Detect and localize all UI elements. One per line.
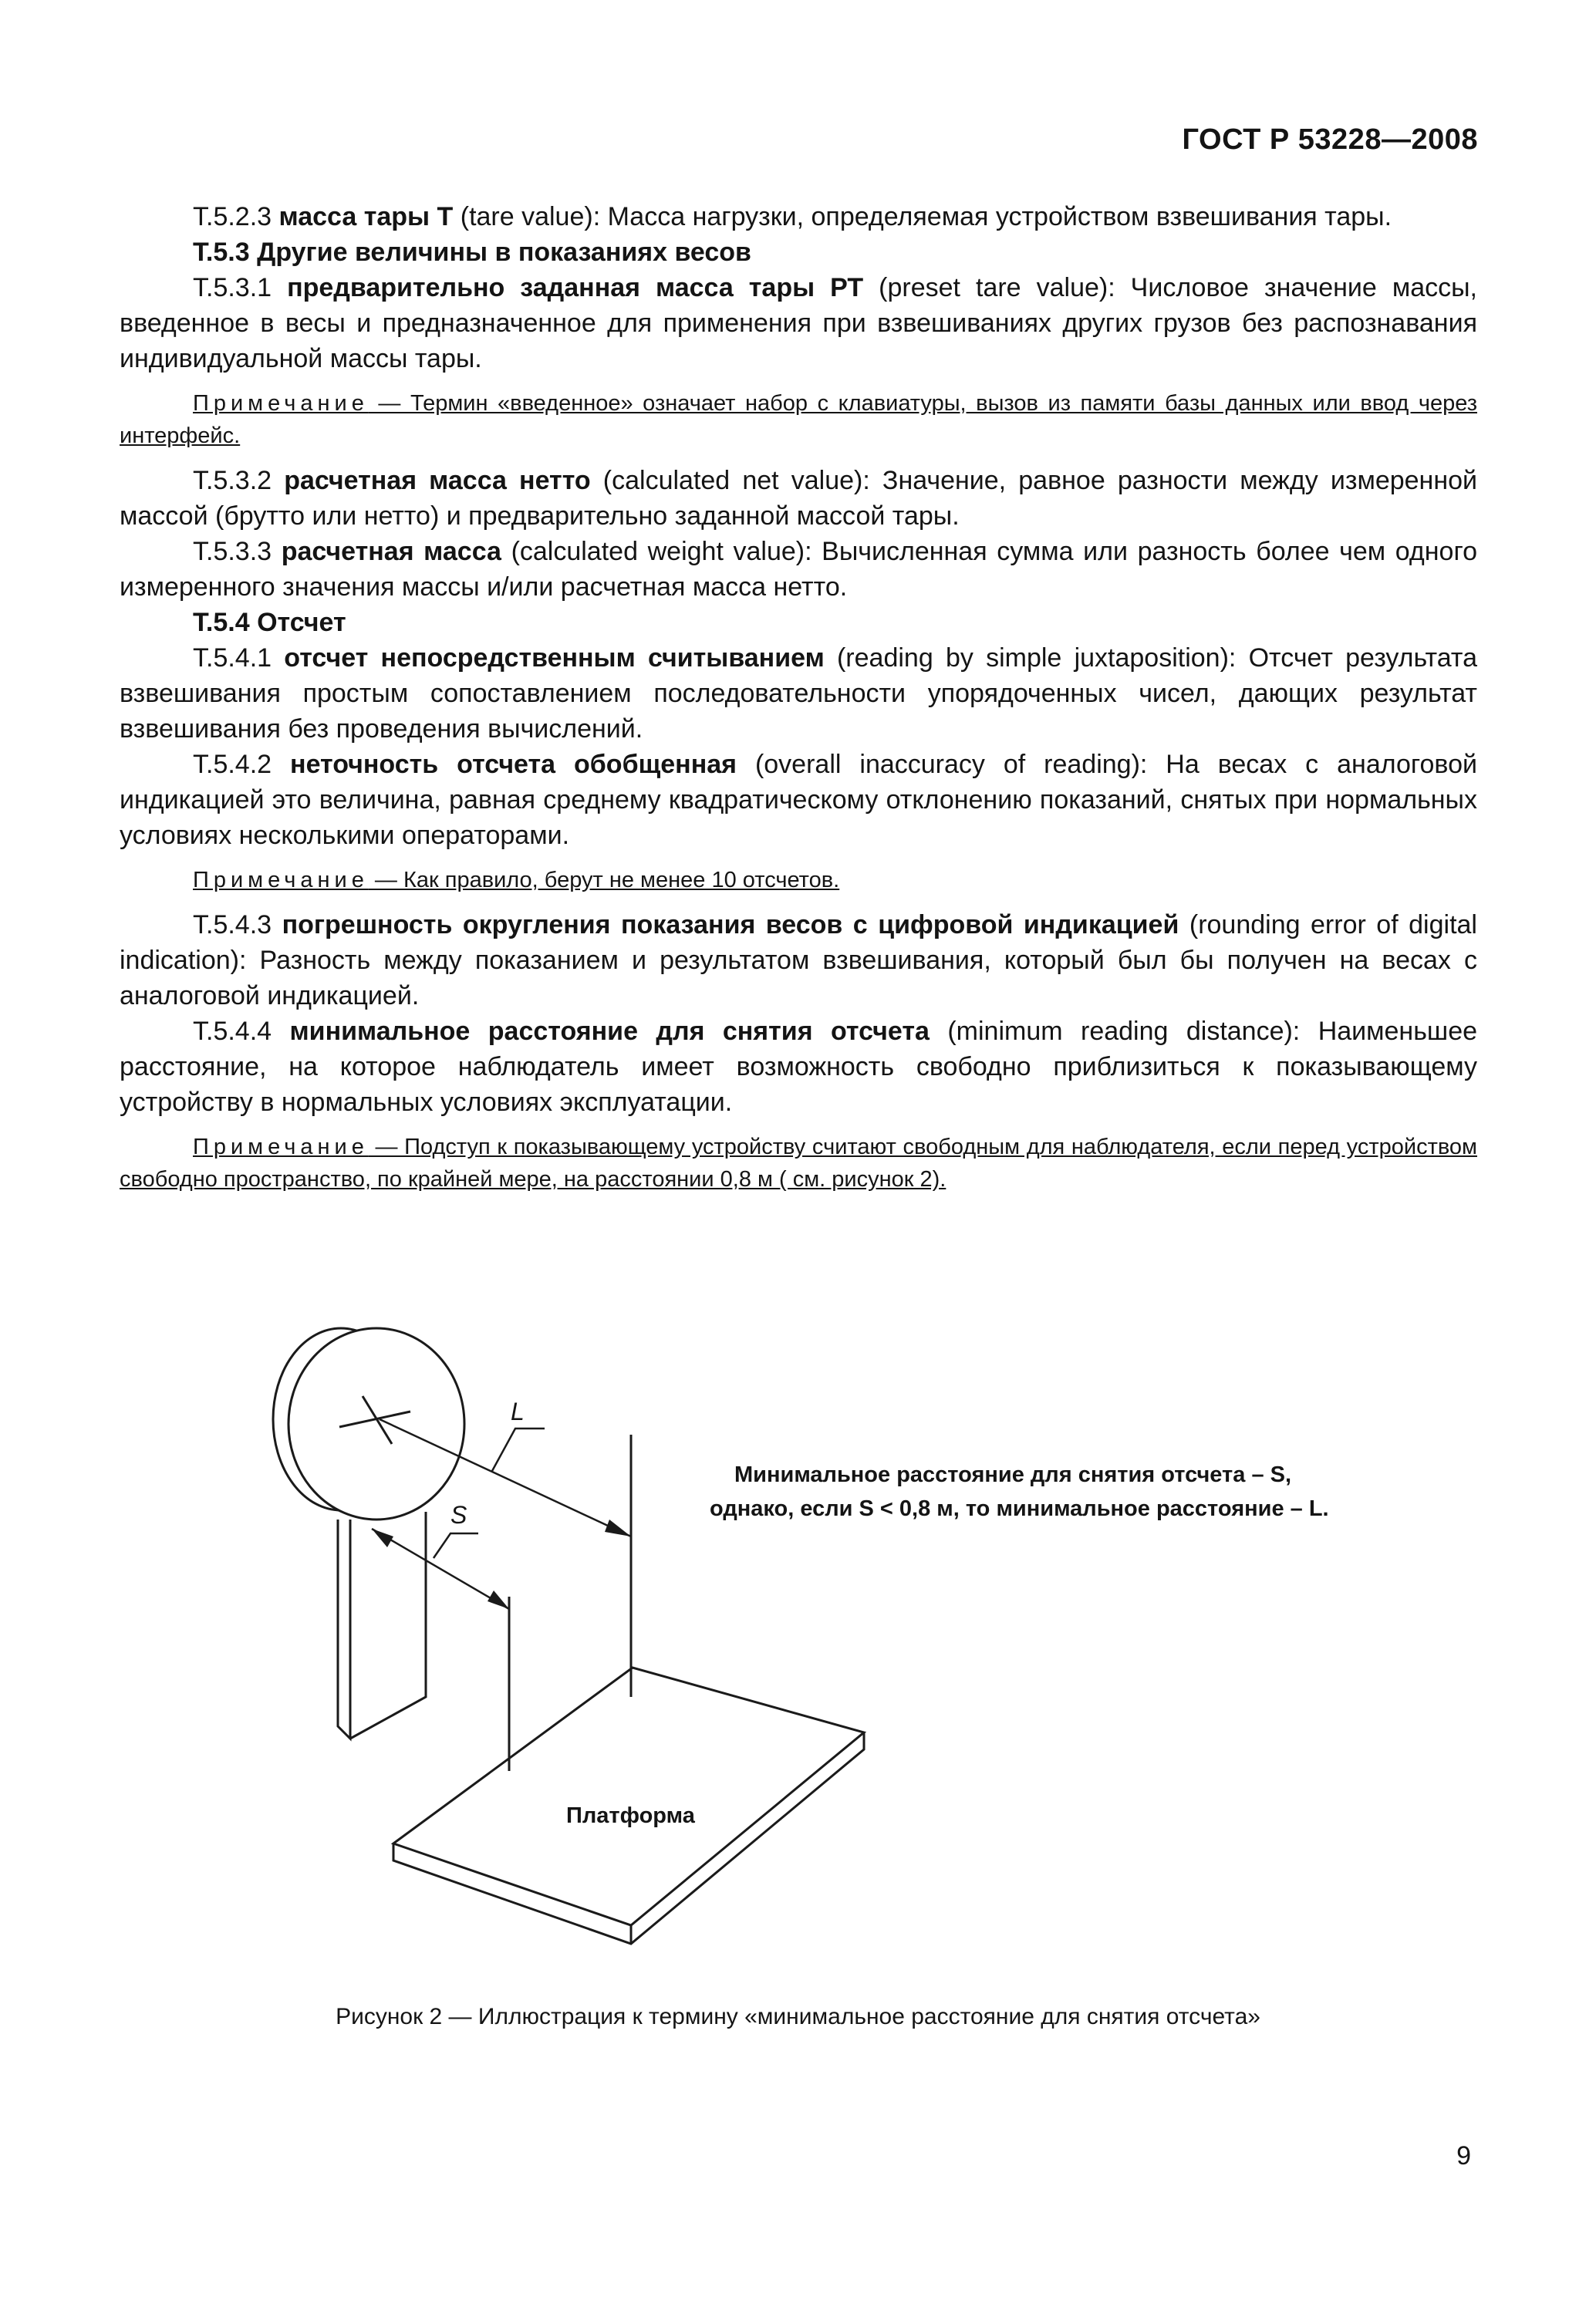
post-left-face: [338, 1520, 350, 1739]
definition: (tare value): Масса нагрузки, определяемая устройством взвешивания тары.: [453, 202, 1392, 231]
document-body: [120, 199, 1477, 1196]
paragraph-t5-4-1: [120, 640, 1477, 747]
definition: (minimum reading distance): Наименьшее расстояние, на которое наблюдатель имеет возможность свободно приблизиться к показывающему устройству в нормальных условиях эксплуатации.: [120, 1017, 1478, 1117]
dimension-s-line: [372, 1529, 509, 1609]
paragraph-t5-3-3: [120, 534, 1477, 605]
page-number: 9: [1456, 2141, 1471, 2171]
heading-t5-4: [120, 605, 1477, 640]
term: неточность отсчета обобщенная: [290, 750, 737, 779]
note-word: Примечание: [193, 391, 369, 416]
note-word: Примечание: [193, 868, 369, 892]
section-heading: Т.5.3 Другие величины в показаниях весов: [193, 238, 751, 267]
definition: (calculated weight value): Вычисленная сумма или разность более чем одного измеренного значения массы и/или расчетная масса нетто.: [120, 537, 1478, 602]
note-text: — Термин «введенное» означает набор с клавиатуры, вызов из памяти базы данных или ввод через интерфейс.: [120, 391, 1477, 448]
clause-number: Т.5.4.2: [193, 750, 291, 779]
clause-number: Т.5.3.1: [193, 273, 288, 302]
term: масса тары Т: [278, 202, 454, 231]
dimension-s-arrow-end: [488, 1590, 509, 1609]
clause-number: Т.5.3.2: [193, 466, 285, 495]
paragraph-t5-4-2: [120, 747, 1477, 853]
note-text: — Подступ к показывающему устройству считают свободным для наблюдателя, если перед устройством свободно пространство, по крайней мере, на расстоянии 0,8 м ( см. рисунок 2).: [120, 1135, 1477, 1192]
dimension-s-arrow-start: [372, 1529, 393, 1547]
dimension-l-arrow: [605, 1520, 631, 1536]
note-1: [120, 387, 1477, 452]
note-text: — Как правило, берут не менее 10 отсчетов.: [368, 868, 840, 892]
definition: (rounding error of digital indication): Разность между показанием и результатом взвешивания, который был бы получен на весах с аналоговой индикацией.: [120, 910, 1477, 1010]
definition: (preset tare value): Числовое значение массы, введенное в весы и предназначенное для применения при взвешиваниях других грузов без распознавания индивидуальной массы тары.: [120, 273, 1477, 373]
clause-number: Т.5.4.3: [193, 910, 282, 939]
figure-caption: Рисунок 2 — Иллюстрация к термину «минимальное расстояние для снятия отсчета»: [336, 2004, 1260, 2029]
dimension-s-leader: [434, 1533, 478, 1558]
label-s: S: [450, 1501, 467, 1529]
term: отсчет непосредственным считыванием: [284, 643, 825, 673]
heading-t5-3: [120, 234, 1477, 270]
clause-number: Т.5.2.3: [193, 202, 279, 231]
dial-front-ellipse: [288, 1328, 464, 1520]
term: расчетная масса: [281, 537, 511, 566]
legend-line-2: однако, если S < 0,8 м, то минимальное расстояние – L.: [710, 1496, 1329, 1521]
standard-code-header: ГОСТ Р 53228—2008: [1182, 123, 1478, 156]
label-l: L: [511, 1398, 525, 1425]
definition: (calculated net value): Значение, равное разности между измеренной массой (брутто или нетто) и предварительно заданной массой тары.: [120, 466, 1477, 531]
clause-number: Т.5.4.4: [193, 1017, 290, 1046]
paragraph-t5-4-4: [120, 1014, 1477, 1120]
paragraph-t5-2-3: [120, 199, 1477, 234]
term: погрешность округления показания весов с цифровой индикацией: [282, 910, 1179, 939]
platform-label: Платформа: [566, 1803, 695, 1828]
figure-drawing: [0, 1265, 1596, 1990]
platform-top: [393, 1668, 864, 1925]
paragraph-t5-3-2: [120, 463, 1477, 534]
term: расчетная масса нетто: [284, 466, 591, 495]
paragraph-t5-4-3: [120, 907, 1477, 1014]
clause-number: Т.5.3.3: [193, 537, 282, 566]
term: минимальное расстояние для снятия отсчета: [289, 1017, 930, 1046]
note-3: [120, 1131, 1477, 1196]
definition: (reading by simple juxtaposition): Отсчет результата взвешивания простым сопоставлением последовательности упорядоченных чисел, дающих результат взвешивания без проведения вычислений.: [120, 643, 1478, 744]
paragraph-t5-3-1: [120, 270, 1477, 376]
dimension-l-leader: [492, 1429, 545, 1471]
note-2: [120, 864, 1477, 896]
definition: (overall inaccuracy of reading): На весах с аналоговой индикацией это величина, равная среднему квадратическому отклонению показаний, снятых при нормальных условиях несколькими операторами.: [120, 750, 1477, 850]
section-heading: Т.5.4 Отсчет: [193, 608, 346, 637]
term: предварительно заданная масса тары РТ: [287, 273, 864, 302]
legend-line-1: Минимальное расстояние для снятия отсчета – S,: [734, 1462, 1292, 1487]
note-word: Примечание: [193, 1135, 369, 1159]
figure-2: [0, 1265, 1596, 1990]
clause-number: Т.5.4.1: [193, 643, 285, 673]
